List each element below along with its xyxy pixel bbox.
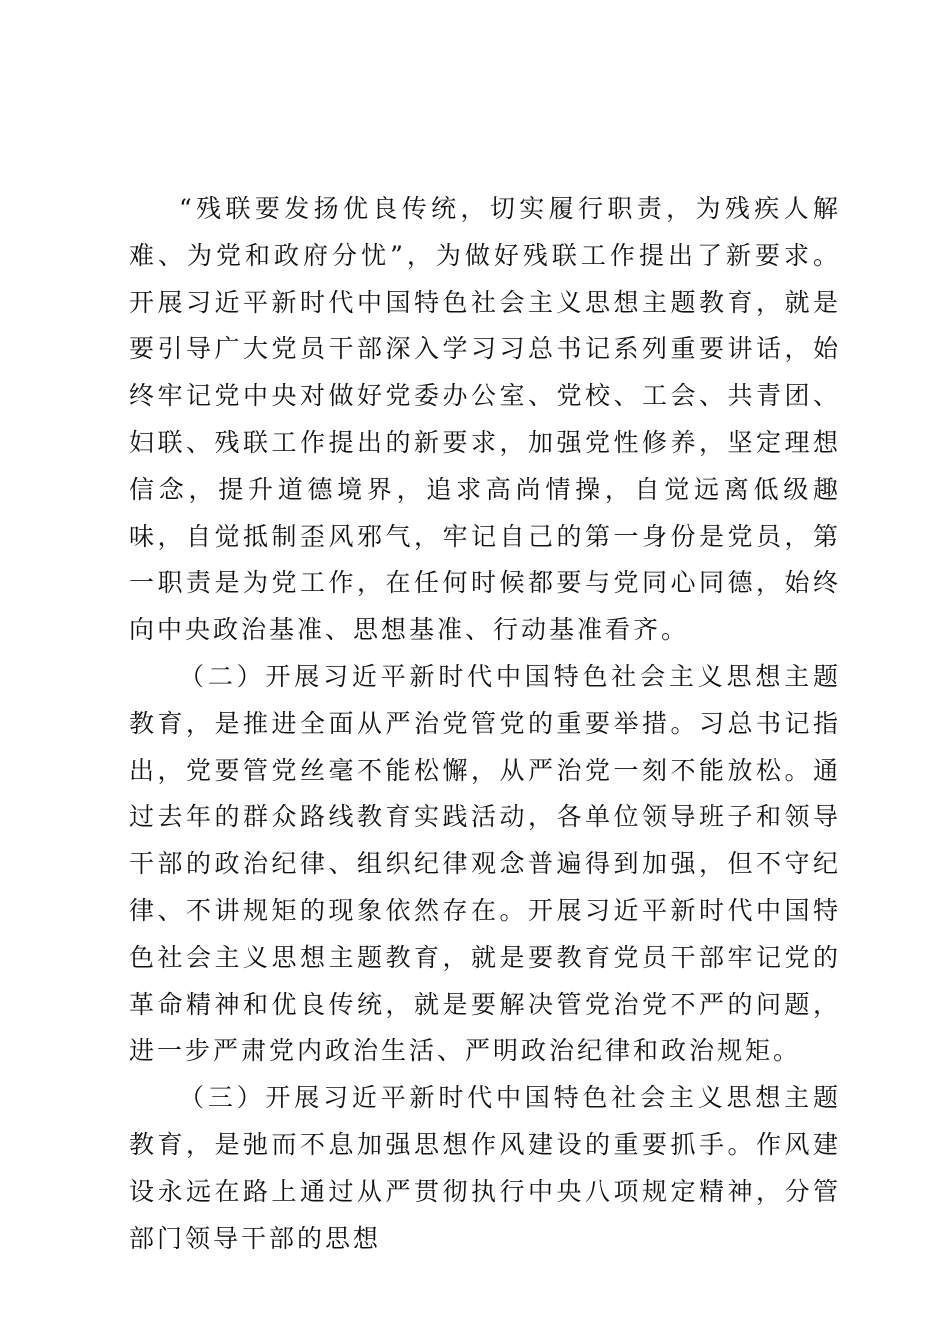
paragraph-1: “残联要发扬优良传统，切实履行职责，为残疾人解难、为党和政府分忧”，为做好残联工作提出了新要求。开展习近平新时代中国特色社会主义思想主题教育，就是要引导广大党员干部深入学习习总书记系列重要讲话，始终牢记党中央对做好党委办公室、党校、工会、共青团、妇联、残联工作提出的新要求，加强党性修养，坚定理想信念，提升道德境界，追求高尚情操，自觉远离低级趣味，自觉抵制歪风邪气，牢记自己的第一身份是党员，第一职责是为党工作，在任何时候都要与党同心同德，始终向中央政治基准、思想基准、行动基准看齐。 bbox=[129, 194, 841, 645]
document-body bbox=[129, 186, 841, 1262]
paragraph-3: （三）开展习近平新时代中国特色社会主义思想主题教育，是弛而不息加强思想作风建设的重要抓手。作风建设永远在路上通过从严贯彻执行中央八项规定精神，分管部门领导干部的思想 bbox=[129, 1083, 841, 1253]
paragraph-2: （二）开展习近平新时代中国特色社会主义思想主题教育，是推进全面从严治党管党的重要举措。习总书记指出，党要管党丝毫不能松懈，从严治党一刻不能放松。通过去年的群众路线教育实践活动，各单位领导班子和领导干部的政治纪律、组织纪律观念普遍得到加强，但不守纪律、不讲规矩的现象依然存在。开展习近平新时代中国特色社会主义思想主题教育，就是要教育党员干部牢记党的革命精神和优良传统，就是要解决管党治党不严的问题，进一步严肃党内政治生活、严明政治纪律和政治规矩。 bbox=[129, 661, 841, 1066]
